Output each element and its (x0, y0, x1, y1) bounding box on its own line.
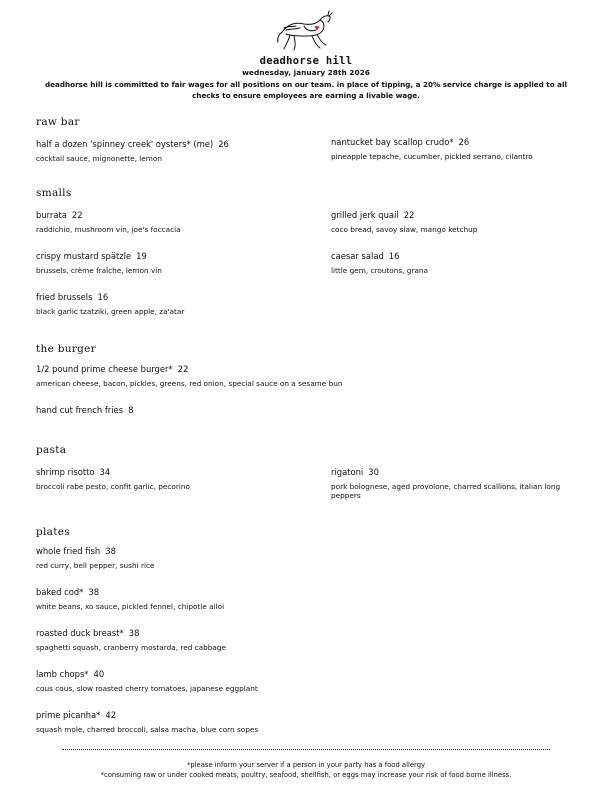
item-price: 26 (218, 139, 229, 149)
menu-item (36, 710, 306, 734)
item-price: 26 (458, 137, 470, 147)
item-description: white beans, xo sauce, pickled fennel, chipotle ailoi (36, 602, 225, 611)
item-price: 38 (128, 628, 140, 638)
menu-item (36, 405, 306, 416)
menu-item (36, 210, 306, 234)
item-price: 40 (93, 669, 105, 679)
item-name: rigatoni (331, 467, 364, 477)
footer-divider (62, 749, 550, 750)
item-description: squash mole, charred broccoli, salsa macha, blue corn sopes (36, 725, 259, 734)
restaurant-name: deadhorse hill (259, 55, 353, 67)
item-price: 22 (71, 210, 83, 220)
item-name: crispy mustard spätzle (36, 251, 132, 261)
menu-date: wednesday, january 28th 2026 (242, 68, 370, 77)
item-price: 19 (136, 251, 147, 261)
item-description: american cheese, bacon, pickles, greens, red onion, special sauce on a sesame bun (36, 379, 343, 388)
item-name: hand cut french fries (36, 405, 124, 415)
item-description: spaghetti squash, cranberry mostarda, red cabbage (36, 643, 226, 652)
item-price: 22 (177, 364, 189, 374)
item-description: cocktail sauce, mignonette, lemon (36, 154, 162, 163)
item-price: 30 (368, 467, 379, 477)
item-price: 8 (128, 405, 134, 415)
horse-logo-icon (274, 10, 338, 54)
menu-item (36, 292, 306, 316)
menu-item (36, 139, 306, 163)
item-price: 16 (388, 251, 400, 261)
section-title-smalls: smalls (36, 187, 72, 199)
item-name: roasted duck breast* (36, 628, 124, 638)
item-description: black garlic tzatziki, green apple, za'atar (36, 307, 185, 316)
raw-food-warning: *consuming raw or under cooked meats, poultry, seafood, shellfish, or eggs may increase your risk of food borne illness. (100, 771, 512, 779)
item-name: grilled jerk quail (331, 210, 399, 220)
item-name: caesar salad (331, 251, 384, 261)
item-price: 38 (105, 546, 116, 556)
item-description: raddichio, mushroom vin, joe's foccacia (36, 225, 181, 234)
item-description: cous cous, slow roasted cherry tomatoes, japanese eggplant (36, 684, 258, 693)
item-name: burrata (36, 210, 67, 220)
section-title-burger: the burger (36, 343, 96, 355)
item-description: brussels, crème fraîche, lemon vin (36, 266, 162, 275)
menu-item (36, 364, 516, 388)
item-description: broccoli rabe pesto, confit garlic, pecorino (36, 482, 190, 491)
item-name: half a dozen 'spinney creek' oysters* (me) (36, 139, 214, 149)
item-description: little gem, croutons, grana (331, 266, 429, 275)
section-title-pasta: pasta (36, 444, 67, 456)
item-price: 38 (88, 587, 100, 597)
menu-item (331, 251, 581, 275)
menu-item (331, 210, 581, 234)
menu-item (36, 546, 306, 570)
wage-note: deadhorse hill is committed to fair wages for all positions on our team. in place of tipping, a 20% service charge is applied to all checks to ensure employees are earning a livable wage. (45, 80, 567, 100)
item-price: 22 (403, 210, 415, 220)
section-title-raw-bar: raw bar (36, 116, 80, 128)
menu-item (36, 467, 306, 491)
menu-item (36, 628, 306, 652)
item-description: red curry, bell pepper, sushi rice (36, 561, 155, 570)
item-name: whole fried fish (36, 546, 101, 556)
item-name: prime picanha* (36, 710, 101, 720)
item-description: coco bread, savoy slaw, mango ketchup (331, 225, 478, 234)
menu-item (36, 587, 306, 611)
menu-item (331, 137, 581, 161)
item-price: 34 (99, 467, 111, 477)
item-description: pineapple tepache, cucumber, pickled serrano, cilantro (331, 152, 533, 161)
item-name: baked cod* (36, 587, 84, 597)
item-price: 42 (105, 710, 117, 720)
item-name: shrimp risotto (36, 467, 95, 477)
item-name: lamb chops* (36, 669, 89, 679)
item-name: 1/2 pound prime cheese burger* (36, 364, 173, 374)
allergy-note: *please inform your server if a person in your party has a food allergy (186, 761, 426, 769)
item-description: pork bolognese, aged provolone, charred scallions, italian long peppers (331, 482, 561, 500)
section-title-plates: plates (36, 526, 70, 538)
menu-item (331, 467, 581, 500)
item-name: nantucket bay scallop crudo* (331, 137, 454, 147)
item-price: 16 (97, 292, 109, 302)
menu-item (36, 669, 306, 693)
item-name: fried brussels (36, 292, 93, 302)
menu-item (36, 251, 306, 275)
